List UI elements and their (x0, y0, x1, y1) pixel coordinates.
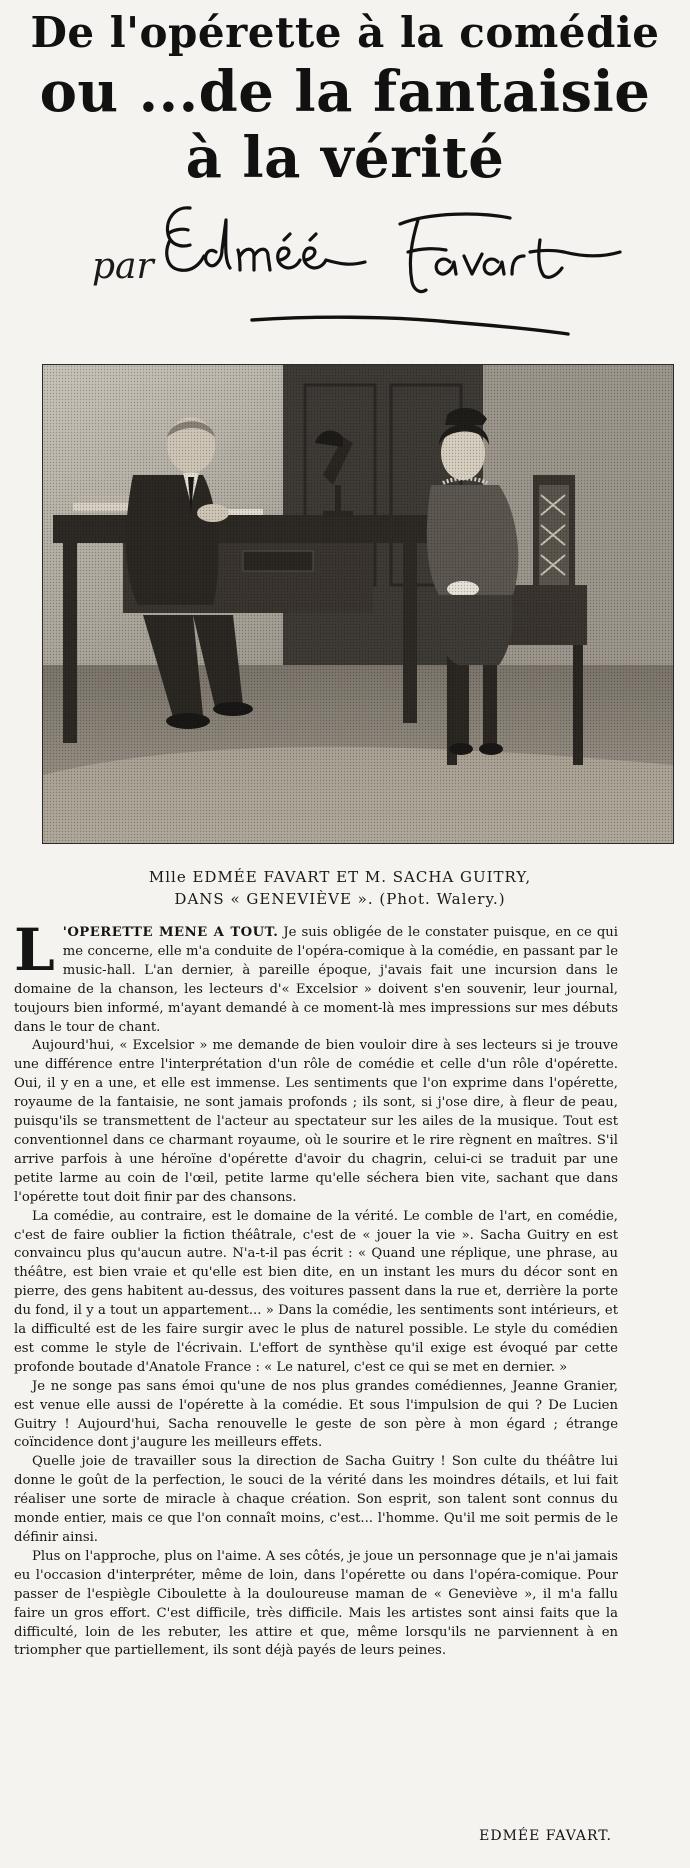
byline-par: par (92, 246, 154, 287)
headline-line-1: De l'opérette à la comédie (30, 8, 660, 57)
photo-scene (43, 365, 673, 843)
article-paragraph-3: La comédie, au contraire, est le domaine de la vérité. Le comble de l'art, en comédie, c'est de faire oublier la fiction théâtrale, c'est de « jouer la vie ». Sacha Guitry en est convaincu plus qu'aucun autre. N'a-t-il pas écrit : « Quand une réplique, une phrase, au théâtre, est bien vraie et qu'elle est bien dite, en un instant les murs du décor sont en pierre, des gens habitent au-dessus, des voitures passent dans la rue et, derrière la porte du fond, il y a tout un appartement... » Dans la comédie, les sentiments sont intérieurs, et la difficulté est de les faire surgir avec le plus de naturel possible. Le style du comédien est comme le style de l'écrivain. L'effort de synthèse qu'il exige est évoqué par cette profonde boutade d'Anatole France : « Le naturel, c'est ce qui se met en dernier. » (14, 1208, 618, 1375)
decorative-rule (250, 310, 570, 340)
article-paragraph-2: Aujourd'hui, « Excelsior » me demande de bien vouloir dire à ses lecteurs si je trouve une différence entre l'interprétation d'un rôle de comédie et celle d'un rôle d'opérette. Oui, il y en a une, et elle est immense. Les sentiments que l'on exprime dans l'opérette, royaume de la fantaisie, ne sont jamais profonds ; ils sont, si j'ose dire, à fleur de peau, puisqu'ils se transmettent de l'acteur au spectateur sur les ailes de la musique. Tout est conventionnel dans ce charmant royaume, où le sourire et le rire règnent en maîtres. S'il arrive parfois à une héroïne d'opérette d'avoir du chagrin, celui-ci se traduit par une petite larme au coin de l'œil, petite larme qu'elle séchera bien vite, sachant que dans l'opérette tout doit finir par des chansons. (14, 1038, 618, 1205)
author-signoff: EDMÉE FAVART. (479, 1828, 612, 1844)
article-lead: 'OPERETTE MENE A TOUT. (62, 925, 279, 940)
headline-line-2: ou ...de la fantaisie (39, 59, 651, 125)
article-paragraph-1-text: Je suis obligée de le constater puisque, en ce qui me concerne, elle m'a conduite de l'opéra-comique à la comédie, en passant par le music-hall. L'an dernier, à pareille époque, j'avais fait une incursion dans le domaine de la chanson, les lecteurs d'« Excelsior » doivent s'en souvenir, leur journal, toujours bien informé, m'ayant demandé à ce moment-là mes impressions sur mes débuts dans le tour de chant. (14, 925, 618, 1035)
photo-caption-line-1: Mlle EDMÉE FAVART ET M. SACHA GUITRY, (148, 868, 532, 886)
author-signature (150, 190, 650, 320)
article-paragraph-4: Je ne songe pas sans émoi qu'une de nos plus grandes comédiennes, Jeanne Granier, est venue elle aussi de l'opérette à la comédie. Et sous l'impulsion de qui ? De Lucien Guitry ! Aujourd'hui, Sacha renouvelle le geste de son père à mon égard ; étrange coïncidence dont j'augure les meilleurs effets. (14, 1378, 618, 1451)
photograph (42, 364, 674, 844)
drop-cap: L (14, 916, 55, 984)
headline-line-3: à la vérité (185, 125, 505, 191)
article-paragraph-5: Quelle joie de travailler sous la direction de Sacha Guitry ! Son culte du théâtre lui donne le goût de la perfection, le souci de la vérité dans les moindres détails, et lui fait réaliser une sorte de miracle à chaque création. Son esprit, son talent sont connus du monde entier, mais ce que l'on connaît moins, c'est... l'homme. Qu'il me soit permis de le définir ainsi. (14, 1454, 618, 1545)
article-body (14, 916, 618, 1661)
photo-caption-line-2: DANS « GENEVIÈVE ». (Phot. Walery.) (174, 890, 506, 908)
article-paragraph-1 (14, 916, 618, 1037)
article-paragraph-6: Plus on l'approche, plus on l'aime. A ses côtés, je joue un personnage que je n'ai jamais eu l'occasion d'interpréter, même de loin, dans l'opérette ou dans l'opéra-comique. Pour passer de l'espiègle Ciboulette à la douloureuse maman de « Geneviève », il m'a fallu faire un gros effort. C'est difficile, très difficile. Mais les artistes sont ainsi faits que la difficulté, loin de les rebuter, les attire et que, même lorsqu'ils ne parviennent à en triompher que partiellement, ils sont déjà payés de leurs peines. (14, 1548, 618, 1659)
